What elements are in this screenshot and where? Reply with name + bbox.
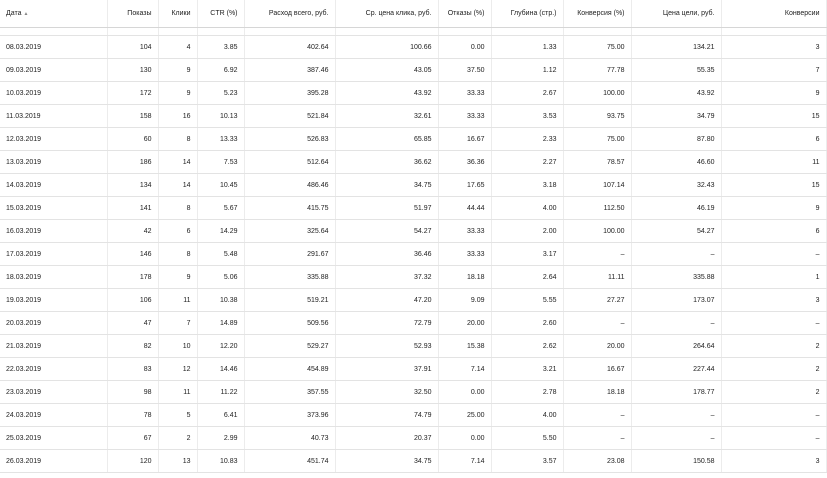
goal-cost-cell: – <box>631 312 721 335</box>
conversions-cell: 9 <box>721 82 826 105</box>
clicks-cell: 9 <box>158 59 197 82</box>
column-header-goal-cost[interactable]: Цена цели, руб. <box>631 0 721 28</box>
bounce-cell: 0.00 <box>438 36 491 59</box>
shows-cell: 60 <box>107 128 158 151</box>
goal-cost-cell: 87.80 <box>631 128 721 151</box>
conversion-rate-cell: 18.18 <box>563 381 631 404</box>
conversions-cell: 2 <box>721 358 826 381</box>
ctr-cell: 14.89 <box>197 312 244 335</box>
shows-cell: 141 <box>107 197 158 220</box>
depth-cell: 2.60 <box>491 312 563 335</box>
bounce-cell: 15.38 <box>438 335 491 358</box>
date-cell: 10.03.2019 <box>0 82 107 105</box>
date-cell: 23.03.2019 <box>0 381 107 404</box>
cost-cell: 529.27 <box>244 335 335 358</box>
shows-cell: 104 <box>107 36 158 59</box>
bounce-cell: 0.00 <box>438 381 491 404</box>
clicks-cell: 16 <box>158 105 197 128</box>
conversions-cell: 7 <box>721 59 826 82</box>
clicks-cell: 4 <box>158 36 197 59</box>
cost-cell: 387.46 <box>244 59 335 82</box>
cpc-cell: 43.05 <box>335 59 438 82</box>
shows-cell: 146 <box>107 243 158 266</box>
depth-cell: 4.00 <box>491 197 563 220</box>
clicks-cell: 6 <box>158 220 197 243</box>
column-header-conversion-rate[interactable]: Конверсия (%) <box>563 0 631 28</box>
bounce-cell: 33.33 <box>438 243 491 266</box>
column-header-depth[interactable]: Глубина (стр.) <box>491 0 563 28</box>
cpc-cell: 100.66 <box>335 36 438 59</box>
date-cell: 19.03.2019 <box>0 289 107 312</box>
ctr-cell: 6.41 <box>197 404 244 427</box>
cost-cell: 415.75 <box>244 197 335 220</box>
shows-cell: 134 <box>107 174 158 197</box>
goal-cost-cell: 55.35 <box>631 59 721 82</box>
date-cell: 12.03.2019 <box>0 128 107 151</box>
cpc-cell: 65.85 <box>335 128 438 151</box>
bounce-cell: 37.50 <box>438 59 491 82</box>
clicks-cell: 11 <box>158 289 197 312</box>
depth-cell: 3.57 <box>491 450 563 473</box>
table-row <box>0 335 826 358</box>
goal-cost-cell: – <box>631 427 721 450</box>
cost-cell: 335.88 <box>244 266 335 289</box>
column-header-bounce[interactable]: Отказы (%) <box>438 0 491 28</box>
bounce-cell: 0.00 <box>438 427 491 450</box>
date-cell: 16.03.2019 <box>0 220 107 243</box>
table-row <box>0 381 826 404</box>
spacer-cell <box>721 28 826 36</box>
conversion-rate-cell: – <box>563 243 631 266</box>
shows-cell: 82 <box>107 335 158 358</box>
goal-cost-cell: 150.58 <box>631 450 721 473</box>
spacer-cell <box>0 28 107 36</box>
cpc-cell: 32.50 <box>335 381 438 404</box>
goal-cost-cell: 32.43 <box>631 174 721 197</box>
cost-cell: 40.73 <box>244 427 335 450</box>
shows-cell: 42 <box>107 220 158 243</box>
bounce-cell: 44.44 <box>438 197 491 220</box>
table-row <box>0 427 826 450</box>
conversion-rate-cell: – <box>563 427 631 450</box>
depth-cell: 2.62 <box>491 335 563 358</box>
depth-cell: 3.53 <box>491 105 563 128</box>
ctr-cell: 6.92 <box>197 59 244 82</box>
depth-cell: 2.27 <box>491 151 563 174</box>
conversions-cell: 1 <box>721 266 826 289</box>
bounce-cell: 33.33 <box>438 220 491 243</box>
conversion-rate-cell: 100.00 <box>563 220 631 243</box>
depth-cell: 1.33 <box>491 36 563 59</box>
depth-cell: 2.78 <box>491 381 563 404</box>
shows-cell: 172 <box>107 82 158 105</box>
column-header-cost[interactable]: Расход всего, руб. <box>244 0 335 28</box>
depth-cell: 4.00 <box>491 404 563 427</box>
cpc-cell: 47.20 <box>335 289 438 312</box>
conversion-rate-cell: 20.00 <box>563 335 631 358</box>
cost-cell: 291.67 <box>244 243 335 266</box>
shows-cell: 67 <box>107 427 158 450</box>
ctr-cell: 12.20 <box>197 335 244 358</box>
conversions-cell: – <box>721 404 826 427</box>
clicks-cell: 11 <box>158 381 197 404</box>
ctr-cell: 7.53 <box>197 151 244 174</box>
column-header-cpc[interactable]: Ср. цена клика, руб. <box>335 0 438 28</box>
spacer-cell <box>438 28 491 36</box>
date-cell: 26.03.2019 <box>0 450 107 473</box>
table-row <box>0 105 826 128</box>
bounce-cell: 20.00 <box>438 312 491 335</box>
cost-cell: 402.64 <box>244 36 335 59</box>
table-row <box>0 312 826 335</box>
column-header-clicks[interactable]: Клики <box>158 0 197 28</box>
bounce-cell: 33.33 <box>438 105 491 128</box>
cpc-cell: 36.62 <box>335 151 438 174</box>
conversions-cell: – <box>721 243 826 266</box>
spacer-cell <box>563 28 631 36</box>
conversion-rate-cell: 107.14 <box>563 174 631 197</box>
cost-cell: 519.21 <box>244 289 335 312</box>
conversion-rate-cell: 75.00 <box>563 128 631 151</box>
depth-cell: 2.33 <box>491 128 563 151</box>
conversion-rate-cell: 93.75 <box>563 105 631 128</box>
date-cell: 20.03.2019 <box>0 312 107 335</box>
clicks-cell: 14 <box>158 151 197 174</box>
cpc-cell: 34.75 <box>335 450 438 473</box>
cost-cell: 521.84 <box>244 105 335 128</box>
table-row <box>0 174 826 197</box>
conversion-rate-cell: 27.27 <box>563 289 631 312</box>
shows-cell: 178 <box>107 266 158 289</box>
conversion-rate-cell: – <box>563 312 631 335</box>
goal-cost-cell: 264.64 <box>631 335 721 358</box>
goal-cost-cell: 46.60 <box>631 151 721 174</box>
conversion-rate-cell: – <box>563 404 631 427</box>
date-cell: 11.03.2019 <box>0 105 107 128</box>
depth-cell: 5.50 <box>491 427 563 450</box>
depth-cell: 2.00 <box>491 220 563 243</box>
date-cell: 21.03.2019 <box>0 335 107 358</box>
spacer-row <box>0 28 826 36</box>
goal-cost-cell: 173.07 <box>631 289 721 312</box>
conversions-cell: 15 <box>721 105 826 128</box>
cost-cell: 509.56 <box>244 312 335 335</box>
cost-cell: 512.64 <box>244 151 335 174</box>
bounce-cell: 16.67 <box>438 128 491 151</box>
cost-cell: 395.28 <box>244 82 335 105</box>
clicks-cell: 8 <box>158 243 197 266</box>
goal-cost-cell: 335.88 <box>631 266 721 289</box>
depth-cell: 5.55 <box>491 289 563 312</box>
ctr-cell: 10.45 <box>197 174 244 197</box>
bounce-cell: 7.14 <box>438 450 491 473</box>
shows-cell: 78 <box>107 404 158 427</box>
bounce-cell: 9.09 <box>438 289 491 312</box>
conversions-cell: – <box>721 427 826 450</box>
clicks-cell: 10 <box>158 335 197 358</box>
cost-cell: 451.74 <box>244 450 335 473</box>
goal-cost-cell: 134.21 <box>631 36 721 59</box>
column-header-ctr[interactable]: CTR (%) <box>197 0 244 28</box>
ctr-cell: 5.06 <box>197 266 244 289</box>
clicks-cell: 2 <box>158 427 197 450</box>
date-cell: 18.03.2019 <box>0 266 107 289</box>
cost-cell: 486.46 <box>244 174 335 197</box>
conversions-cell: 6 <box>721 128 826 151</box>
table-row <box>0 82 826 105</box>
clicks-cell: 9 <box>158 266 197 289</box>
depth-cell: 2.64 <box>491 266 563 289</box>
clicks-cell: 8 <box>158 128 197 151</box>
ctr-cell: 10.38 <box>197 289 244 312</box>
date-cell: 24.03.2019 <box>0 404 107 427</box>
table-row <box>0 266 826 289</box>
date-cell: 22.03.2019 <box>0 358 107 381</box>
goal-cost-cell: 54.27 <box>631 220 721 243</box>
conversions-cell: 15 <box>721 174 826 197</box>
cpc-cell: 72.79 <box>335 312 438 335</box>
ctr-cell: 14.29 <box>197 220 244 243</box>
conversions-cell: 9 <box>721 197 826 220</box>
conversion-rate-cell: 78.57 <box>563 151 631 174</box>
cost-cell: 373.96 <box>244 404 335 427</box>
clicks-cell: 5 <box>158 404 197 427</box>
bounce-cell: 7.14 <box>438 358 491 381</box>
clicks-cell: 13 <box>158 450 197 473</box>
depth-cell: 3.21 <box>491 358 563 381</box>
date-cell: 15.03.2019 <box>0 197 107 220</box>
ctr-cell: 3.85 <box>197 36 244 59</box>
shows-cell: 130 <box>107 59 158 82</box>
cost-cell: 357.55 <box>244 381 335 404</box>
table-row <box>0 36 826 59</box>
clicks-cell: 14 <box>158 174 197 197</box>
table-body <box>0 28 826 473</box>
shows-cell: 158 <box>107 105 158 128</box>
table-row <box>0 128 826 151</box>
shows-cell: 47 <box>107 312 158 335</box>
table-row <box>0 59 826 82</box>
bounce-cell: 36.36 <box>438 151 491 174</box>
conversions-cell: – <box>721 312 826 335</box>
column-header-label: Дата <box>6 10 22 17</box>
date-cell: 17.03.2019 <box>0 243 107 266</box>
shows-cell: 186 <box>107 151 158 174</box>
bounce-cell: 25.00 <box>438 404 491 427</box>
table-row <box>0 243 826 266</box>
shows-cell: 83 <box>107 358 158 381</box>
goal-cost-cell: – <box>631 243 721 266</box>
date-cell: 13.03.2019 <box>0 151 107 174</box>
table-row <box>0 220 826 243</box>
shows-cell: 106 <box>107 289 158 312</box>
conversions-cell: 2 <box>721 381 826 404</box>
ctr-cell: 14.46 <box>197 358 244 381</box>
ctr-cell: 13.33 <box>197 128 244 151</box>
conversions-cell: 3 <box>721 450 826 473</box>
conversions-cell: 3 <box>721 289 826 312</box>
column-header-shows[interactable]: Показы <box>107 0 158 28</box>
conversion-rate-cell: 75.00 <box>563 36 631 59</box>
date-cell: 09.03.2019 <box>0 59 107 82</box>
clicks-cell: 12 <box>158 358 197 381</box>
conversions-cell: 3 <box>721 36 826 59</box>
spacer-cell <box>491 28 563 36</box>
table-row <box>0 151 826 174</box>
table-row <box>0 450 826 473</box>
goal-cost-cell: 46.19 <box>631 197 721 220</box>
depth-cell: 2.67 <box>491 82 563 105</box>
spacer-cell <box>335 28 438 36</box>
goal-cost-cell: 43.92 <box>631 82 721 105</box>
cpc-cell: 32.61 <box>335 105 438 128</box>
cost-cell: 454.89 <box>244 358 335 381</box>
cpc-cell: 34.75 <box>335 174 438 197</box>
clicks-cell: 9 <box>158 82 197 105</box>
goal-cost-cell: 227.44 <box>631 358 721 381</box>
sort-ascending-icon: ▲ <box>23 11 29 17</box>
cpc-cell: 54.27 <box>335 220 438 243</box>
column-header-conversions[interactable]: Конверсии <box>721 0 826 28</box>
cpc-cell: 51.97 <box>335 197 438 220</box>
table-row <box>0 404 826 427</box>
depth-cell: 1.12 <box>491 59 563 82</box>
date-cell: 08.03.2019 <box>0 36 107 59</box>
ctr-cell: 11.22 <box>197 381 244 404</box>
cpc-cell: 43.92 <box>335 82 438 105</box>
clicks-cell: 7 <box>158 312 197 335</box>
ctr-cell: 5.67 <box>197 197 244 220</box>
column-header-date[interactable] <box>0 0 107 28</box>
header-row <box>0 0 826 28</box>
conversions-cell: 11 <box>721 151 826 174</box>
goal-cost-cell: 178.77 <box>631 381 721 404</box>
depth-cell: 3.18 <box>491 174 563 197</box>
conversion-rate-cell: 112.50 <box>563 197 631 220</box>
bounce-cell: 18.18 <box>438 266 491 289</box>
spacer-cell <box>158 28 197 36</box>
clicks-cell: 8 <box>158 197 197 220</box>
table-row <box>0 358 826 381</box>
conversion-rate-cell: 16.67 <box>563 358 631 381</box>
ctr-cell: 5.48 <box>197 243 244 266</box>
cost-cell: 325.64 <box>244 220 335 243</box>
depth-cell: 3.17 <box>491 243 563 266</box>
cpc-cell: 52.93 <box>335 335 438 358</box>
cost-cell: 526.83 <box>244 128 335 151</box>
spacer-cell <box>244 28 335 36</box>
cpc-cell: 74.79 <box>335 404 438 427</box>
conversions-cell: 6 <box>721 220 826 243</box>
conversions-cell: 2 <box>721 335 826 358</box>
ctr-cell: 5.23 <box>197 82 244 105</box>
cpc-cell: 36.46 <box>335 243 438 266</box>
bounce-cell: 17.65 <box>438 174 491 197</box>
goal-cost-cell: – <box>631 404 721 427</box>
spacer-cell <box>631 28 721 36</box>
spacer-cell <box>107 28 158 36</box>
conversion-rate-cell: 77.78 <box>563 59 631 82</box>
cpc-cell: 37.91 <box>335 358 438 381</box>
ctr-cell: 10.83 <box>197 450 244 473</box>
ctr-cell: 2.99 <box>197 427 244 450</box>
goal-cost-cell: 34.79 <box>631 105 721 128</box>
date-cell: 14.03.2019 <box>0 174 107 197</box>
cpc-cell: 20.37 <box>335 427 438 450</box>
conversion-rate-cell: 23.08 <box>563 450 631 473</box>
ctr-cell: 10.13 <box>197 105 244 128</box>
bounce-cell: 33.33 <box>438 82 491 105</box>
cpc-cell: 37.32 <box>335 266 438 289</box>
conversion-rate-cell: 100.00 <box>563 82 631 105</box>
date-cell: 25.03.2019 <box>0 427 107 450</box>
table-row <box>0 289 826 312</box>
shows-cell: 98 <box>107 381 158 404</box>
spacer-cell <box>197 28 244 36</box>
table-row <box>0 197 826 220</box>
conversion-rate-cell: 11.11 <box>563 266 631 289</box>
shows-cell: 120 <box>107 450 158 473</box>
